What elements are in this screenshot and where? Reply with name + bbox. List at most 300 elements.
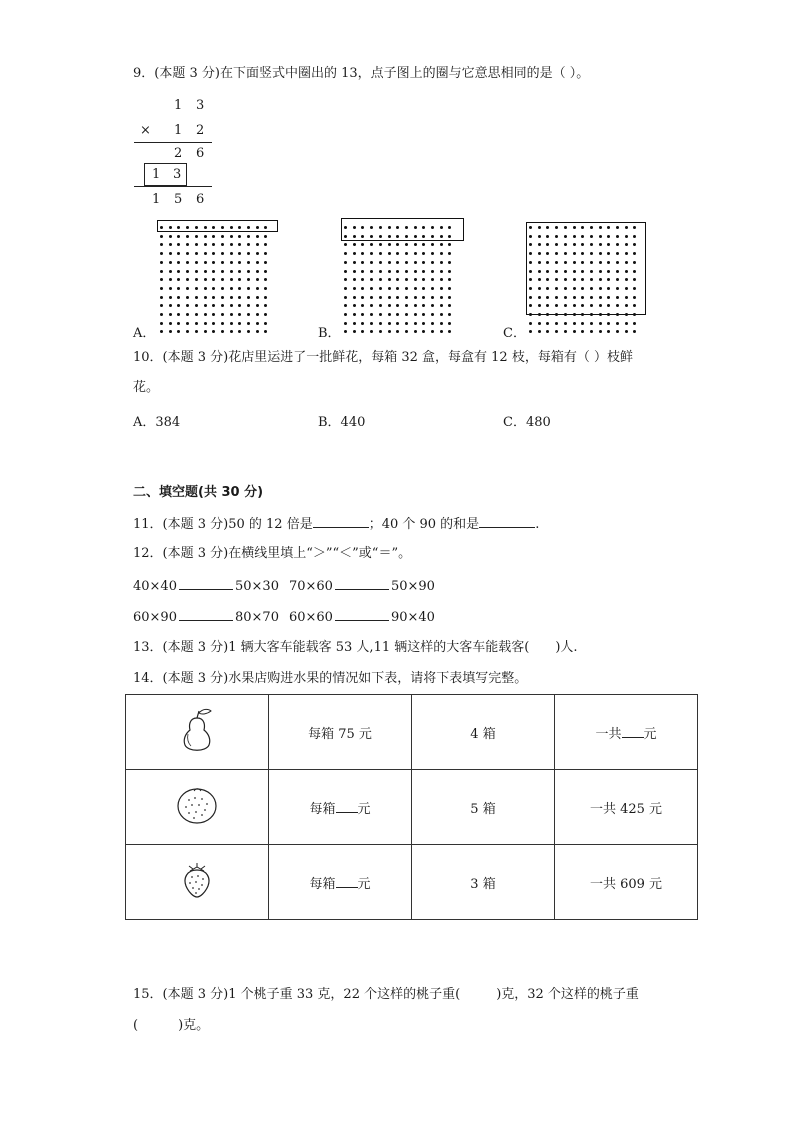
- table-row: [126, 695, 698, 770]
- expr: 50×30: [234, 579, 279, 594]
- dot: [204, 313, 207, 316]
- dot: [440, 313, 443, 316]
- q15-text: )克，32 个这样的桃子重: [496, 987, 639, 1002]
- dot: [555, 330, 558, 333]
- dot: [204, 243, 207, 246]
- dot: [370, 270, 373, 273]
- dot: [448, 296, 451, 299]
- dot: [388, 304, 391, 307]
- dot: [361, 261, 364, 264]
- q13-prefix: 13．(本题 3 分)1 辆大客车能载客 53 人,11 辆这样的大客车能载客(: [133, 640, 530, 655]
- dot: [230, 296, 233, 299]
- dot: [204, 287, 207, 290]
- dot: [431, 278, 434, 281]
- compare-blank[interactable]: [179, 606, 233, 621]
- dot: [177, 270, 180, 273]
- boxes-cell: 3 箱: [412, 845, 555, 920]
- dot: [448, 270, 451, 273]
- dot: [177, 287, 180, 290]
- dot: [195, 313, 198, 316]
- dot: [440, 304, 443, 307]
- dot: [440, 270, 443, 273]
- dot: [344, 287, 347, 290]
- dot: [195, 330, 198, 333]
- dot: [431, 304, 434, 307]
- dot: [379, 261, 382, 264]
- dot: [186, 270, 189, 273]
- option-b[interactable]: B．440: [318, 415, 366, 430]
- dot: [247, 330, 250, 333]
- dot: [238, 270, 241, 273]
- dot: [353, 252, 356, 255]
- dot: [440, 296, 443, 299]
- dot: [186, 243, 189, 246]
- dot: [388, 278, 391, 281]
- dot: [388, 270, 391, 273]
- dot: [344, 278, 347, 281]
- q11-prefix: 11．(本题 3 分)50 的 12 倍是: [133, 517, 313, 532]
- orange-icon: [174, 783, 220, 827]
- option-a-label[interactable]: A．: [133, 326, 156, 341]
- dot: [414, 270, 417, 273]
- dot: [204, 296, 207, 299]
- dot: [370, 322, 373, 325]
- dot: [169, 287, 172, 290]
- dot: [212, 287, 215, 290]
- dot: [361, 278, 364, 281]
- dot: [177, 330, 180, 333]
- dot: [204, 322, 207, 325]
- option-c[interactable]: C．480: [503, 415, 551, 430]
- dot: [256, 235, 259, 238]
- dot: [204, 278, 207, 281]
- dot: [221, 313, 224, 316]
- dot: [405, 252, 408, 255]
- digit: 6: [196, 192, 205, 207]
- dot: [581, 330, 584, 333]
- table-row: [126, 845, 698, 920]
- dot: [440, 330, 443, 333]
- strawberry-icon: [177, 860, 217, 900]
- dot: [379, 278, 382, 281]
- dot: [361, 252, 364, 255]
- dot: [169, 304, 172, 307]
- dot: [379, 330, 382, 333]
- dot: [195, 304, 198, 307]
- dot: [564, 322, 567, 325]
- dot: [353, 304, 356, 307]
- dot: [414, 322, 417, 325]
- compare-blank[interactable]: [335, 606, 389, 621]
- digit: 1: [152, 192, 161, 207]
- dot: [379, 270, 382, 273]
- dot: [590, 330, 593, 333]
- dot: [169, 252, 172, 255]
- dot: [247, 235, 250, 238]
- dot: [212, 252, 215, 255]
- dot: [195, 243, 198, 246]
- dot: [186, 296, 189, 299]
- dot: [186, 287, 189, 290]
- q15-text: )克。: [178, 1018, 210, 1033]
- dot: [221, 270, 224, 273]
- boxes-cell: 5 箱: [412, 770, 555, 845]
- dot: [414, 296, 417, 299]
- dot: [221, 252, 224, 255]
- dot: [422, 278, 425, 281]
- dot: [186, 330, 189, 333]
- dot: [422, 313, 425, 316]
- dot: [344, 261, 347, 264]
- dot: [256, 270, 259, 273]
- dot: [353, 296, 356, 299]
- dot: [529, 330, 532, 333]
- digit: 3: [173, 167, 182, 182]
- dot: [195, 278, 198, 281]
- dot: [431, 330, 434, 333]
- dot: [422, 261, 425, 264]
- dot: [169, 313, 172, 316]
- circle-frame-b: [341, 218, 464, 241]
- boxes-cell: 4 箱: [412, 695, 555, 770]
- answer-blank[interactable]: [479, 513, 535, 528]
- dot: [353, 278, 356, 281]
- dot: [388, 313, 391, 316]
- dot: [204, 330, 207, 333]
- dot: [247, 313, 250, 316]
- dot: [599, 322, 602, 325]
- dot: [414, 278, 417, 281]
- dot: [405, 287, 408, 290]
- dot: [221, 235, 224, 238]
- dot: [186, 252, 189, 255]
- digit: 5: [174, 192, 183, 207]
- dot: [169, 330, 172, 333]
- dot: [238, 330, 241, 333]
- dot: [405, 304, 408, 307]
- dot: [221, 296, 224, 299]
- dot: [195, 261, 198, 264]
- dot: [431, 261, 434, 264]
- dot: [160, 330, 163, 333]
- dot: [221, 278, 224, 281]
- option-c-label[interactable]: C．: [503, 326, 526, 341]
- dot: [256, 243, 259, 246]
- dot: [177, 252, 180, 255]
- dot: [177, 296, 180, 299]
- dot: [230, 313, 233, 316]
- circle-frame-c: [526, 222, 646, 315]
- dot: [388, 330, 391, 333]
- dot: [160, 304, 163, 307]
- dot: [238, 287, 241, 290]
- dot: [448, 304, 451, 307]
- dot: [186, 313, 189, 316]
- dot: [440, 287, 443, 290]
- dot: [616, 322, 619, 325]
- dot: [264, 261, 267, 264]
- dot: [396, 287, 399, 290]
- dot: [344, 270, 347, 273]
- dot: [405, 330, 408, 333]
- digit: 3: [196, 98, 205, 113]
- fruit-cell: [126, 770, 269, 845]
- dot: [160, 261, 163, 264]
- fruit-cell: [126, 695, 269, 770]
- dot: [405, 270, 408, 273]
- dot: [256, 296, 259, 299]
- dot: [238, 313, 241, 316]
- dot: [353, 313, 356, 316]
- dot: [264, 304, 267, 307]
- dot: [238, 296, 241, 299]
- dot: [388, 296, 391, 299]
- total-cell: 一共 609 元: [555, 845, 698, 920]
- dot: [212, 296, 215, 299]
- table-row: [126, 770, 698, 845]
- dot: [396, 252, 399, 255]
- dot: [256, 313, 259, 316]
- dot: [169, 243, 172, 246]
- dot: [221, 304, 224, 307]
- dot: [160, 278, 163, 281]
- dot: [195, 252, 198, 255]
- dot: [230, 304, 233, 307]
- dot: [361, 270, 364, 273]
- dot: [221, 322, 224, 325]
- dot: [448, 278, 451, 281]
- dot: [414, 243, 417, 246]
- dot: [431, 243, 434, 246]
- dot: [361, 287, 364, 290]
- price-cell: 每箱 75 元: [269, 695, 412, 770]
- answer-blank[interactable]: [622, 723, 644, 738]
- dot: [431, 296, 434, 299]
- digit: 1: [174, 98, 183, 113]
- dot: [361, 313, 364, 316]
- dot: [212, 261, 215, 264]
- q13-suffix: )人.: [555, 640, 578, 655]
- q11-suffix: .: [535, 517, 540, 532]
- dot: [160, 270, 163, 273]
- dot: [204, 261, 207, 264]
- dot: [396, 304, 399, 307]
- dot: [204, 252, 207, 255]
- total-cell: 一共 425 元: [555, 770, 698, 845]
- dot: [396, 313, 399, 316]
- dot: [353, 270, 356, 273]
- dot: [414, 330, 417, 333]
- question-13: [133, 638, 578, 658]
- dot: [361, 296, 364, 299]
- dot: [431, 287, 434, 290]
- dot: [186, 261, 189, 264]
- dot: [256, 252, 259, 255]
- dot: [177, 243, 180, 246]
- dot: [212, 330, 215, 333]
- expr: 90×40: [390, 610, 435, 625]
- dot: [177, 322, 180, 325]
- dot: [186, 304, 189, 307]
- compare-blank[interactable]: [179, 575, 233, 590]
- option-b-label[interactable]: B．: [318, 326, 341, 341]
- dot: [388, 252, 391, 255]
- dot: [169, 235, 172, 238]
- dot: [353, 243, 356, 246]
- dot: [396, 322, 399, 325]
- multiply-sign: ×: [140, 123, 151, 138]
- expr: 80×70: [234, 610, 279, 625]
- dot: [440, 261, 443, 264]
- pear-icon: [175, 706, 219, 754]
- dot: [264, 235, 267, 238]
- dot: [230, 243, 233, 246]
- dot: [422, 330, 425, 333]
- dot: [238, 261, 241, 264]
- dot: [344, 252, 347, 255]
- dot: [344, 296, 347, 299]
- dot: [247, 322, 250, 325]
- dot: [238, 252, 241, 255]
- dot: [230, 261, 233, 264]
- dot: [212, 304, 215, 307]
- divider-line: [134, 142, 212, 143]
- dot: [344, 304, 347, 307]
- dot: [204, 304, 207, 307]
- digit: 2: [174, 146, 183, 161]
- dot: [422, 252, 425, 255]
- digit: 1: [174, 123, 183, 138]
- dot: [388, 287, 391, 290]
- answer-blank[interactable]: [336, 873, 358, 888]
- dot: [195, 287, 198, 290]
- divider-line: [134, 186, 212, 187]
- digit: 2: [196, 123, 205, 138]
- dot: [353, 287, 356, 290]
- dot: [247, 304, 250, 307]
- dot: [247, 278, 250, 281]
- dot: [230, 270, 233, 273]
- dot: [264, 296, 267, 299]
- dot: [625, 322, 628, 325]
- dot: [546, 322, 549, 325]
- dot: [440, 278, 443, 281]
- dot: [238, 322, 241, 325]
- dot: [431, 252, 434, 255]
- dot: [448, 243, 451, 246]
- dot: [169, 278, 172, 281]
- dot: [160, 252, 163, 255]
- dot: [379, 296, 382, 299]
- compare-row-1: [133, 575, 435, 597]
- dot: [396, 270, 399, 273]
- dot: [370, 304, 373, 307]
- dot: [353, 322, 356, 325]
- dot: [529, 322, 532, 325]
- dot: [230, 330, 233, 333]
- expr: 40×40: [133, 579, 177, 594]
- dot: [538, 322, 541, 325]
- digit: 6: [196, 146, 205, 161]
- dot: [422, 243, 425, 246]
- dot: [353, 261, 356, 264]
- dot: [379, 287, 382, 290]
- dot: [379, 322, 382, 325]
- dot: [221, 243, 224, 246]
- answer-blank[interactable]: [313, 513, 369, 528]
- dot: [212, 270, 215, 273]
- dot: [204, 235, 207, 238]
- dot: [264, 330, 267, 333]
- dot: [431, 322, 434, 325]
- dot: [256, 261, 259, 264]
- dot: [440, 322, 443, 325]
- dot: [247, 270, 250, 273]
- dot: [212, 235, 215, 238]
- q15-text: (: [133, 1018, 139, 1033]
- dot: [169, 270, 172, 273]
- question-12-text: 12．(本题 3 分)在横线里填上“＞”“＜”或“＝”。: [133, 546, 412, 561]
- question-11: [133, 513, 539, 535]
- dot: [448, 252, 451, 255]
- dot: [264, 287, 267, 290]
- dot: [414, 313, 417, 316]
- dot: [195, 235, 198, 238]
- dot: [344, 243, 347, 246]
- option-a[interactable]: A．384: [133, 415, 181, 430]
- dot: [186, 278, 189, 281]
- fruit-cell: [126, 845, 269, 920]
- dot: [396, 278, 399, 281]
- dot: [160, 313, 163, 316]
- dot: [186, 322, 189, 325]
- dot: [370, 278, 373, 281]
- dot: [221, 261, 224, 264]
- dot: [379, 304, 382, 307]
- fruit-table: [125, 694, 698, 920]
- dot: [256, 304, 259, 307]
- dot: [169, 322, 172, 325]
- dot: [388, 243, 391, 246]
- dot: [264, 252, 267, 255]
- dot: [247, 243, 250, 246]
- dot: [256, 330, 259, 333]
- dot: [448, 330, 451, 333]
- expr: 70×60: [288, 579, 333, 594]
- dot: [177, 278, 180, 281]
- dot: [361, 322, 364, 325]
- dot: [546, 330, 549, 333]
- dot: [177, 313, 180, 316]
- dot: [633, 330, 636, 333]
- dot: [379, 313, 382, 316]
- dot: [370, 252, 373, 255]
- answer-blank[interactable]: [336, 798, 358, 813]
- dot: [195, 270, 198, 273]
- question-15: [133, 985, 639, 1005]
- question-10-text: 10．(本题 3 分)花店里运进了一批鲜花，每箱 32 盒，每盒有 12 枝，每箱有（ ）枝鲜: [133, 350, 633, 365]
- expr: 60×60: [288, 610, 333, 625]
- compare-blank[interactable]: [335, 575, 389, 590]
- question-14-text: 14．(本题 3 分)水果店购进水果的情况如下表，请将下表填写完整。: [133, 671, 528, 686]
- expr: 50×90: [390, 579, 435, 594]
- dot: [238, 235, 241, 238]
- dot: [405, 296, 408, 299]
- dot: [448, 313, 451, 316]
- dot: [448, 287, 451, 290]
- dot: [396, 330, 399, 333]
- question-10-text-cont: 花。: [133, 380, 160, 395]
